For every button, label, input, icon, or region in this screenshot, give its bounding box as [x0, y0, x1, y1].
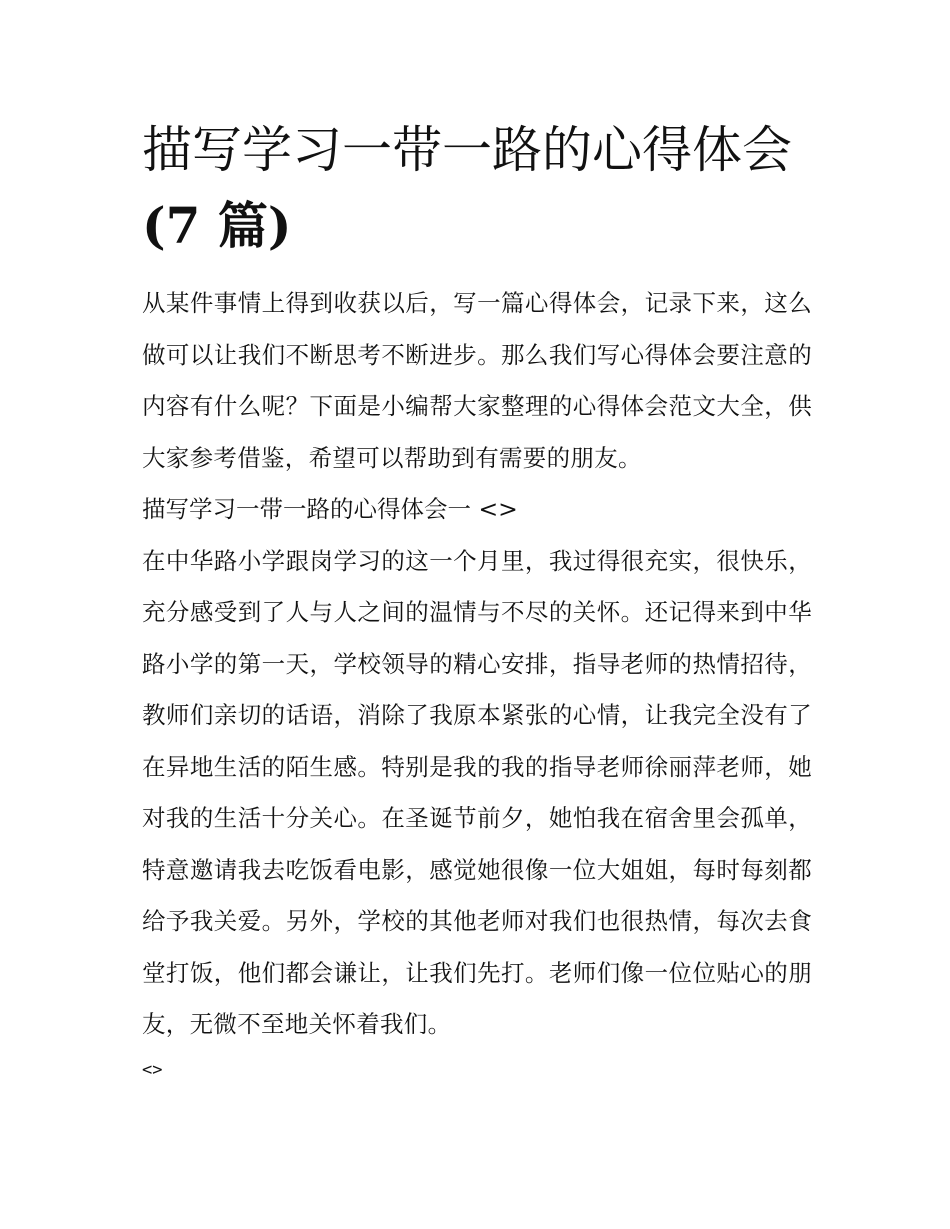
document-body [142, 278, 812, 1089]
document-title [142, 112, 812, 264]
document-content [142, 112, 812, 1089]
title-line-1: 描写学习一带一路的心得体会 [142, 121, 792, 179]
section-heading: 描写学习一带一路的心得体会一 <> [142, 495, 518, 523]
intro-paragraph: 从某件事情上得到收获以后，写一篇心得体会，记录下来，这么做可以让我们不断思考不断进步。那么我们写心得体会要注意的内容有什么呢？下面是小编帮大家整理的心得体会范文大全，供大家参考借鉴，希望可以帮助到有需要的朋友。 [142, 289, 812, 472]
title-line-2: (7 篇) [142, 196, 292, 255]
section-paragraph: 在中华路小学跟岗学习的这一个月里，我过得很充实，很快乐，充分感受到了人与人之间的温情与不尽的关怀。还记得来到中华路小学的第一天，学校领导的精心安排，指导老师的热情招待，教师们亲切的话语，消除了我原本紧张的心情，让我完全没有了在异地生活的陌生感。特别是我的我的指导老师徐丽萍老师，她对我的生活十分关心。在圣诞节前夕，她怕我在宿舍里会孤单，特意邀请我去吃饭看电影，感觉她很像一位大姐姐，每时每刻都给予我关爱。另外，学校的其他老师对我们也很热情，每次去食堂打饭，他们都会谦让，让我们先打。老师们像一位位贴心的朋友，无微不至地关怀着我们。 [142, 546, 812, 1038]
end-marker: <> [142, 1059, 163, 1080]
